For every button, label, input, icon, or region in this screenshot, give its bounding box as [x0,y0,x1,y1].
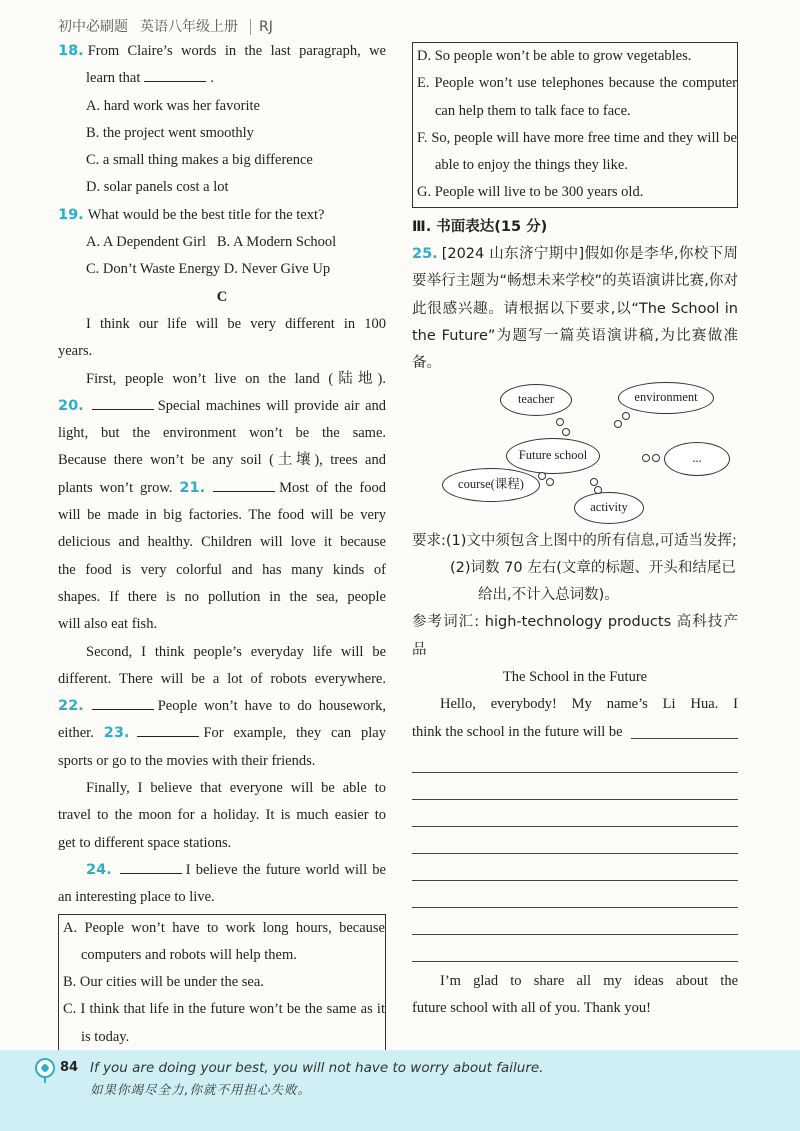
q20-number: 20. [58,397,84,414]
answer-blank-22[interactable] [92,695,154,710]
mindmap-course: course(课程) [442,468,540,502]
mindmap-dot [590,478,598,486]
answer-blank-21[interactable] [213,477,275,492]
passage-line: travel to the moon for a holiday. It is much easier to [58,807,386,824]
q19-number: 19. [58,206,84,223]
passage-line: get to different space stations. [58,834,232,851]
option-b: B. Our cities will be under the sea. [63,974,264,991]
passage-line: plants won’t grow. 21. Most of the food [58,475,386,502]
passage-line: light, but the environment won’t be the same. [58,425,386,442]
essay-ending-line1: I’m glad to share all my ideas about the [440,972,738,989]
answer-blank-23[interactable] [137,722,199,737]
answer-blank-20[interactable] [92,395,154,410]
q19-stem: 19. What would be the best title for the text? [58,206,325,223]
essay-opening-line2: think the school in the future will be [412,719,738,746]
mindmap-dot [642,454,650,462]
passage-line: shapes. If there is no pollution in the sea, people [58,588,386,605]
answer-blank[interactable] [144,67,206,82]
option-f: F. So, people will have more free time and they will be able to enjoy the things they like. [417,129,737,174]
passage-line: 22. People won’t have to do housework, [58,693,386,720]
q18-stem-line1: 18. From Claire’s words in the last paragraph, we [58,43,386,59]
q19-option-c[interactable]: C. Don’t Waste Energy [86,261,221,278]
passage-line: 24. I believe the future world will be [58,857,386,884]
passage-line: Second, I think people’s everyday life will be [86,643,386,660]
mindmap-dot [652,454,660,462]
passage-line: First, people won’t live on the land (陆地). [86,370,386,387]
passage-line: delicious and healthy. Children will love it because [58,534,386,551]
book-title: 初中必刷题 [58,19,128,35]
vocabulary-hint: 参考词汇: high-technology products 高科技产品 [412,614,738,658]
option-d: D. So people won’t be able to grow vegetables. [417,48,692,64]
mindmap-activity: activity [574,492,644,524]
mindmap-environment: environment [618,382,714,414]
options-box-left [58,914,386,1052]
mindmap-dot [546,478,554,486]
passage-line: either. 23. For example, they can play [58,720,386,747]
q19-option-a[interactable]: A. A Dependent Girl [86,234,207,251]
essay-opening-line1: Hello, everybody! My name’s Li Hua. I [440,696,738,713]
essay-title: The School in the Future [502,669,648,686]
subject-title: 英语八年级上册 [140,19,238,35]
passage-line: Finally, I believe that everyone will be able to [86,780,386,797]
requirement-1: 要求:(1)文中须包含上图中的所有信息,可适当发挥; [412,532,737,549]
q18-option-b[interactable]: B. the project went smoothly [86,124,254,141]
q19-option-d[interactable]: D. Never Give Up [223,261,331,278]
writing-line[interactable] [412,881,738,908]
right-column [412,42,738,1023]
writing-line[interactable] [412,854,738,881]
writing-line[interactable] [412,746,738,773]
page-number: 84 [60,1060,79,1075]
passage-line: will be made in big factories. The food will be very [58,507,386,524]
q25-number: 25. [412,246,438,263]
option-e: E. People won’t use telephones because the computer can help them to talk face to face. [417,75,737,119]
passage-line: 20. Special machines will provide air and [58,393,386,420]
balloon-icon [34,1058,56,1084]
passage-line: I think our life will be very different in 100 [86,315,386,332]
passage-line: the food is very colorful and has many kinds of [58,561,386,578]
writing-line[interactable] [631,719,738,739]
mindmap-dot [556,418,564,426]
passage-line: sports or go to the movies with their friends. [58,752,316,769]
q19-options-row1 [58,229,386,256]
q18-number: 18. [58,43,84,59]
writing-line[interactable] [412,827,738,854]
passage-label: C [216,288,228,305]
writing-line[interactable] [412,800,738,827]
answer-blank-24[interactable] [120,859,182,874]
q24-number: 24. [86,861,112,878]
passage-line: will also eat fish. [58,616,158,633]
mindmap-dot [562,428,570,436]
q19-options-row2 [58,256,386,283]
edition-label: RJ [250,19,273,35]
left-column [58,38,386,1052]
q18-option-d[interactable]: D. solar panels cost a lot [86,179,229,196]
page-footer [0,1050,800,1131]
essay-ending-line2: future school with all of you. Thank you! [412,1000,651,1017]
section-title: Ⅲ. 书面表达(15 分) [412,218,548,235]
mindmap-dot [622,412,630,420]
motto-english: If you are doing your best, you will not have to worry about failure. [90,1060,544,1076]
option-a: A. People won’t have to work long hours, because computers and robots will help them. [63,919,385,963]
options-box-right [412,42,738,208]
mindmap-center: Future school [506,438,600,474]
option-c: C. I think that life in the future won’t be the same as it is today. [63,1001,385,1045]
q18-option-a[interactable]: A. hard work was her favorite [86,97,260,114]
mind-map [442,382,742,522]
motto-chinese: 如果你竭尽全力,你就不用担心失败。 [90,1082,311,1097]
option-g: G. People will live to be 300 years old. [417,184,644,201]
passage-line: an interesting place to live. [58,889,215,906]
page-header [58,16,285,36]
q18-option-c[interactable]: C. a small thing makes a big difference [86,152,313,169]
writing-line[interactable] [412,935,738,962]
q21-number: 21. [179,479,206,496]
q23-number: 23. [103,725,130,742]
passage-line: years. [58,343,93,360]
mindmap-teacher: teacher [500,384,572,416]
q25-prompt: 25. [2024 山东济宁期中]假如你是李华,你校下周要举行主题为“畅想未来学校”的英语演讲比赛,你对此很感兴趣。请根据以下要求,以“The School in the Future”为题写一篇英语演讲稿,为比赛做准备。 [412,246,738,372]
q19-option-b[interactable]: B. A Modern School [216,234,337,251]
passage-line: different. There will be a lot of robots everywhere. [58,670,386,687]
writing-line[interactable] [412,773,738,800]
mindmap-dot [614,420,622,428]
writing-line[interactable] [412,908,738,935]
mindmap-dot [594,486,602,494]
mindmap-dot [538,472,546,480]
mindmap-etc: ... [664,442,730,476]
q18-stem-line2: learn that . [58,65,386,92]
passage-line: Because there won’t be any soil (土壤), trees and [58,452,386,469]
requirement-2: (2)词数 70 左右(文章的标题、开头和结尾已给出,不计入总词数)。 [450,559,736,604]
q22-number: 22. [58,698,84,715]
